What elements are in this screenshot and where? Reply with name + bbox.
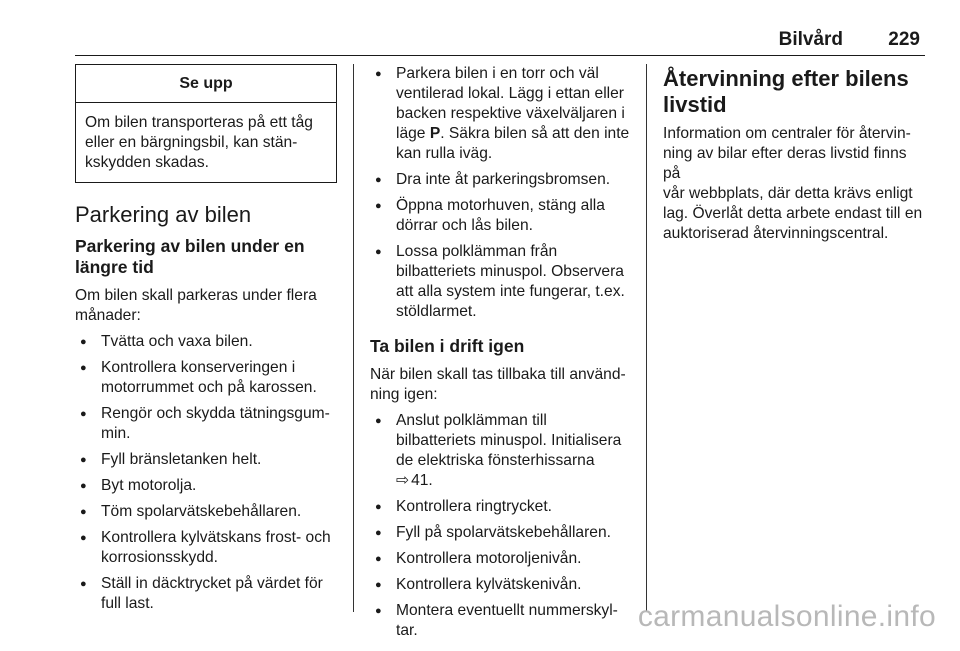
- subsection-title-restart: Ta bilen i drift igen: [370, 336, 525, 356]
- subtitle-line: Parkering av bilen under en: [75, 236, 305, 256]
- parking-intro: [75, 286, 337, 326]
- list-item: ● Parkera bilen i en torr och väl ventilerad lokal. Lägg i ettan eller backen respektive växelväljaren i läge P. Säkra bilen så att den inte kan rulla iväg.: [370, 64, 633, 164]
- warning-box: [75, 64, 337, 183]
- section-title-parking: Parkering av bilen: [75, 202, 252, 227]
- warning-title: Se upp: [76, 65, 336, 103]
- page-reference-link[interactable]: 41.: [411, 472, 433, 489]
- page-reference-arrow-icon: ⇨: [396, 472, 410, 489]
- restart-intro: När bilen skall tas tillbaka till använd- ning igen:: [370, 366, 626, 403]
- restart-checklist: [370, 411, 633, 641]
- list-item: ● Fyll på spolarvätskebehållaren.: [370, 523, 633, 543]
- list-item: ● Byt motorolja.: [75, 476, 337, 496]
- column-1: [75, 64, 337, 624]
- subtitle-line: längre tid: [75, 257, 154, 277]
- list-item: ● Öppna motorhuven, stäng alla dörrar och lås bilen.: [370, 196, 633, 236]
- parking-checklist-continued: [370, 64, 633, 322]
- list-item: ● Kontrollera kylvätskans frost- och korrosionsskydd.: [75, 528, 337, 568]
- page-header: [779, 29, 920, 51]
- column-divider-1: [353, 64, 354, 612]
- warning-line: kskydden skadas.: [85, 154, 209, 171]
- list-item: ● Dra inte åt parkeringsbromsen.: [370, 170, 633, 190]
- column-2: [370, 64, 633, 651]
- recycling-body: Information om centraler för återvin- ning av bilar efter deras livstid finns på vår webbplats, där detta krävs enligt lag. Överlåt detta arbete endast till en auktoriserad återvinningscentral.: [663, 125, 923, 242]
- list-item: ● Lossa polklämman från bilbatteriets minuspol. Observera att alla system inte fungerar, t.ex. stöldlarmet.: [370, 242, 633, 322]
- list-item: ● Fyll bränsletanken helt.: [75, 450, 337, 470]
- list-item: ● Ställ in däcktrycket på värdet för full last.: [75, 574, 337, 614]
- subsection-title-long-term: [75, 236, 337, 278]
- header-title: Bilvård: [778, 29, 844, 50]
- warning-line: Om bilen transporteras på ett tåg: [85, 114, 313, 131]
- intro-line: månader:: [75, 307, 141, 324]
- list-item: ● Kontrollera kylvätskenivån.: [370, 575, 633, 595]
- warning-text: [76, 103, 336, 182]
- parking-checklist: [75, 332, 337, 614]
- column-3: [663, 66, 928, 250]
- header-rule: [75, 55, 925, 56]
- page-number: 229: [888, 29, 920, 50]
- warning-line: eller en bärgningsbil, kan stän-: [85, 134, 298, 151]
- list-item: ● Kontrollera konserveringen i motorrummet och på karossen.: [75, 358, 337, 398]
- list-item: ● Kontrollera ringtrycket.: [370, 497, 633, 517]
- list-item: ● Tvätta och vaxa bilen.: [75, 332, 337, 352]
- list-item: ● Anslut polklämman till bilbatteriets minuspol. Initialisera de elektriska fönsterhissarna ⇨ 41.: [370, 411, 633, 491]
- intro-line: Om bilen skall parkeras under flera: [75, 287, 317, 304]
- list-item: ● Rengör och skydda tätningsgum- min.: [75, 404, 337, 444]
- list-item: ● Montera eventuellt nummerskyl- tar.: [370, 601, 633, 641]
- gear-position-p: P: [429, 125, 441, 142]
- watermark: carmanualsonline.info: [637, 600, 936, 633]
- section-title-recycling: Återvinning efter bilens livstid: [663, 66, 909, 117]
- column-divider-2: [646, 64, 647, 612]
- list-item: ● Töm spolarvätskebehållaren.: [75, 502, 337, 522]
- list-item: ● Kontrollera motoroljenivån.: [370, 549, 633, 569]
